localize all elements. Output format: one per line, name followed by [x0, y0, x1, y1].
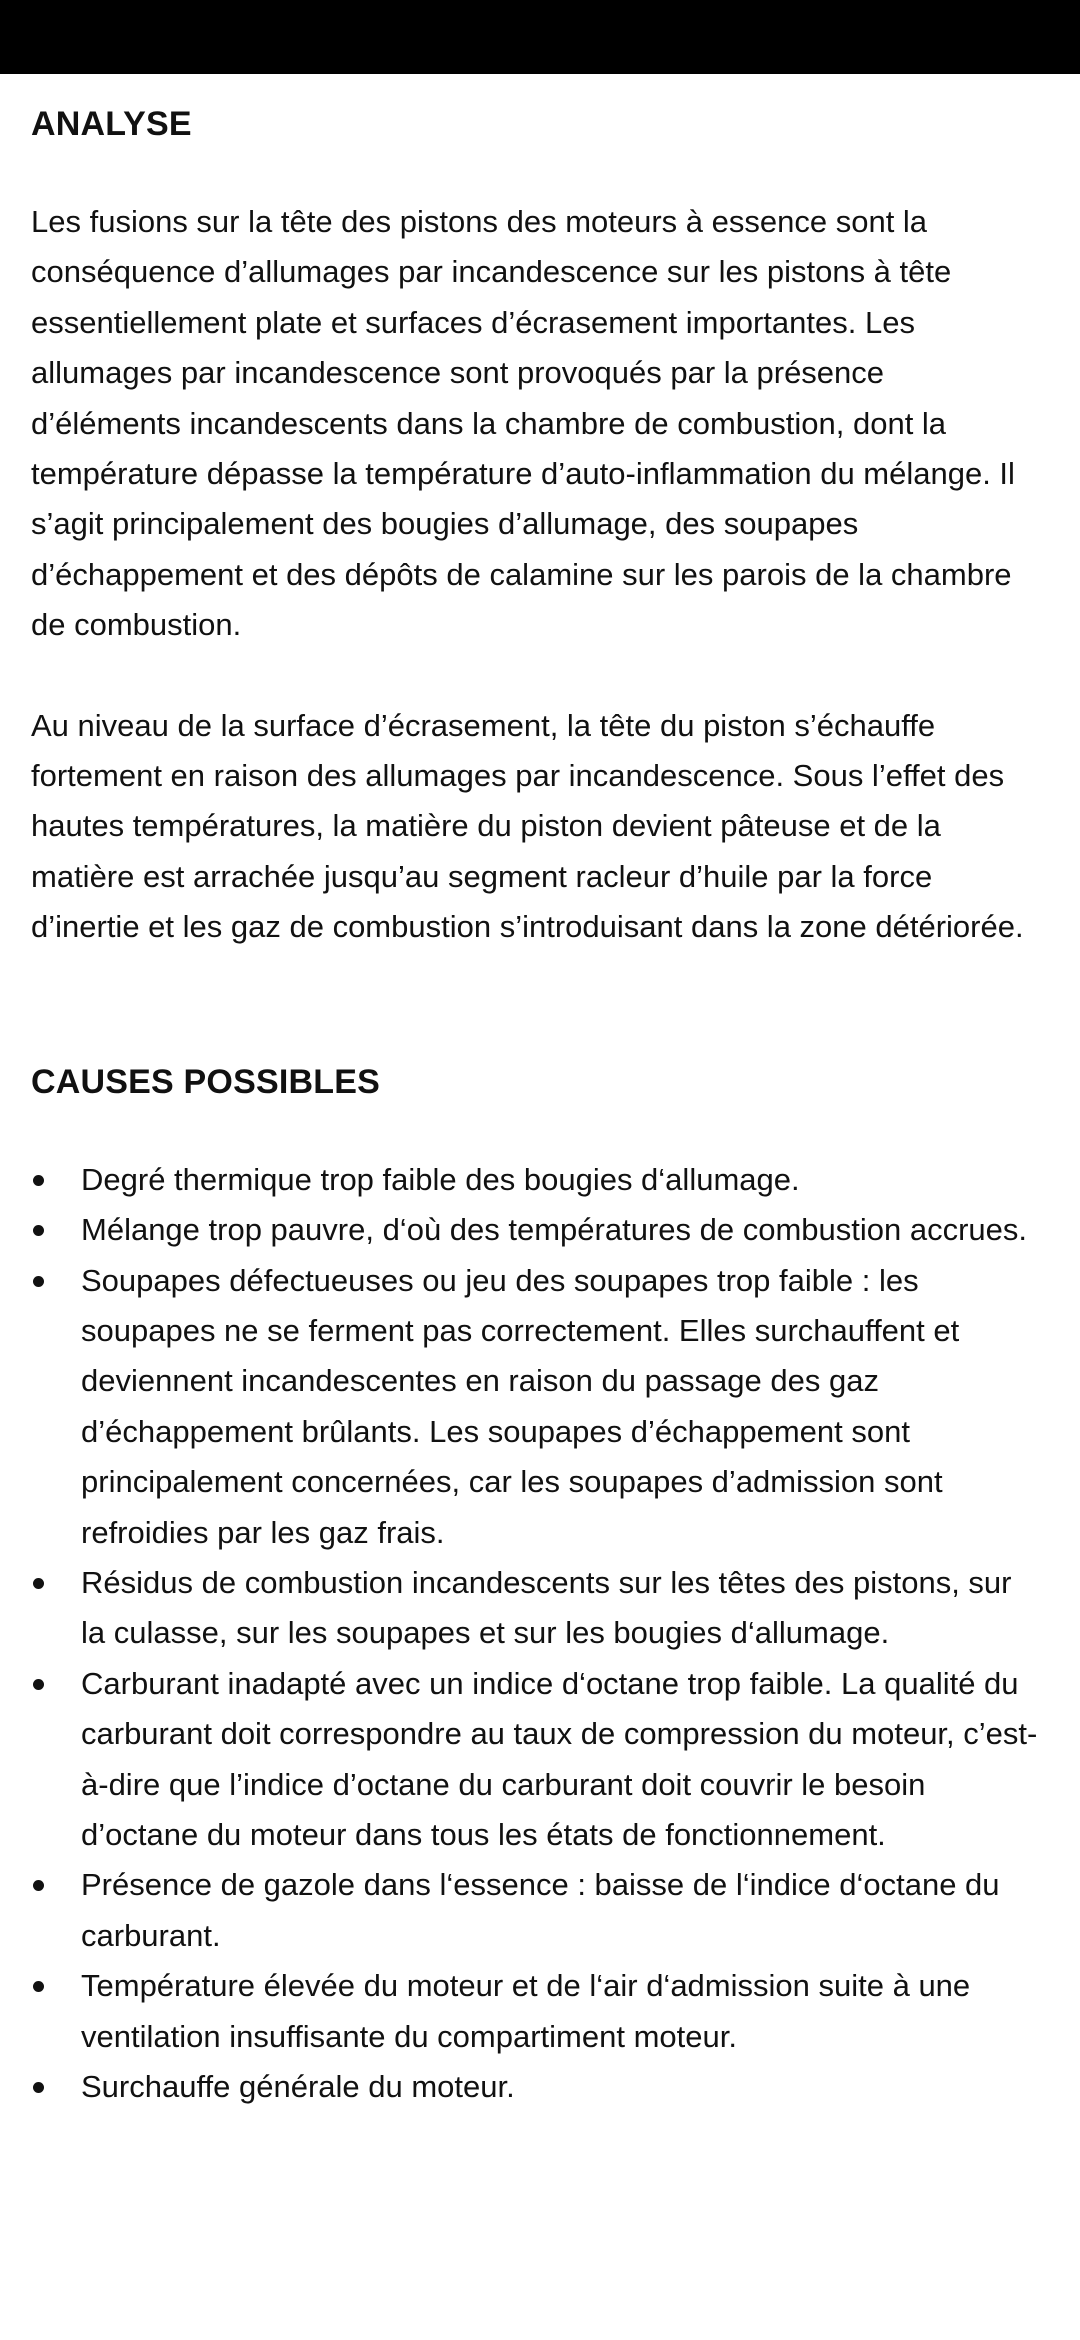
bullet-icon: [33, 2082, 44, 2093]
analysis-paragraph-2: Au niveau de la surface d’écrasement, la tête du piston s’échauffe fortement en raison des allumages par incandescence. Sous l’effet des hautes températures, la matière du piston devient pâteuse et de la matière est arrachée jusqu’au segment racleur d’huile par la force d’inertie et les gaz de combustion s’introduisant dans la zone détériorée.: [31, 707, 1024, 945]
list-item: [31, 2062, 1041, 2112]
analysis-heading: ANALYSE: [31, 105, 192, 143]
list-item-text: Soupapes défectueuses ou jeu des soupapes trop faible : les soupapes ne se ferment pas correctement. Elles surchauffent et deviennent incandescentes en raison du passage des gaz d’échappement brûlants. Les soupapes d’échappement sont principalement concernées, car les soupapes d’admission sont refroidies par les gaz frais.: [81, 1262, 960, 1550]
bullet-icon: [33, 1276, 44, 1287]
list-item: [31, 1961, 1041, 2062]
list-item: [31, 1860, 1041, 1961]
list-item: [31, 1558, 1041, 1659]
list-item-text: Résidus de combustion incandescents sur les têtes des pistons, sur la culasse, sur les soupapes et sur les bougies d‘allumage.: [81, 1564, 1012, 1651]
bullet-icon: [33, 1880, 44, 1891]
list-item: [31, 1256, 1041, 1558]
document-content: [31, 95, 1041, 2112]
bullet-icon: [33, 1981, 44, 1992]
list-item-text: Surchauffe générale du moteur.: [81, 2069, 515, 2104]
causes-list: [31, 1155, 1041, 2113]
list-item-text: Température élevée du moteur et de l‘air d‘admission suite à une ventilation insuffisante du compartiment moteur.: [81, 1968, 971, 2054]
bullet-icon: [33, 1578, 44, 1589]
list-item: [31, 1205, 1041, 1255]
status-bar: [0, 0, 1080, 74]
list-item-text: Carburant inadapté avec un indice d‘octane trop faible. La qualité du carburant doit correspondre au taux de compression du moteur, c’est-à-dire que l’indice d’octane du carburant doit couvrir le besoin d’octane du moteur dans tous les états de fonctionnement.: [81, 1665, 1038, 1852]
causes-heading: CAUSES POSSIBLES: [31, 1062, 380, 1101]
list-item-text: Mélange trop pauvre, d‘où des températures de combustion accrues.: [81, 1212, 1028, 1248]
bullet-icon: [33, 1225, 44, 1236]
bullet-icon: [33, 1679, 44, 1690]
list-item-text: Présence de gazole dans l‘essence : baisse de l‘indice d‘octane du carburant.: [81, 1867, 1000, 1953]
analysis-paragraph-1: Les fusions sur la tête des pistons des moteurs à essence sont la conséquence d’allumages par incandescence sur les pistons à tête essentiellement plate et surfaces d’écrasement importantes. Les allumages par incandescence sont provoqués par la présence d’éléments incandescents dans la chambre de combustion, dont la température dépasse la température d’auto-inflammation du mélange. Il s’agit principalement des bougies d’allumage, des soupapes d’échappement et des dépôts de calamine sur les parois de la chambre de combustion.: [31, 204, 1015, 643]
list-item: [31, 1155, 1041, 1205]
bullet-icon: [33, 1175, 44, 1186]
list-item-text: Degré thermique trop faible des bougies d‘allumage.: [81, 1161, 800, 1197]
list-item: [31, 1659, 1041, 1861]
